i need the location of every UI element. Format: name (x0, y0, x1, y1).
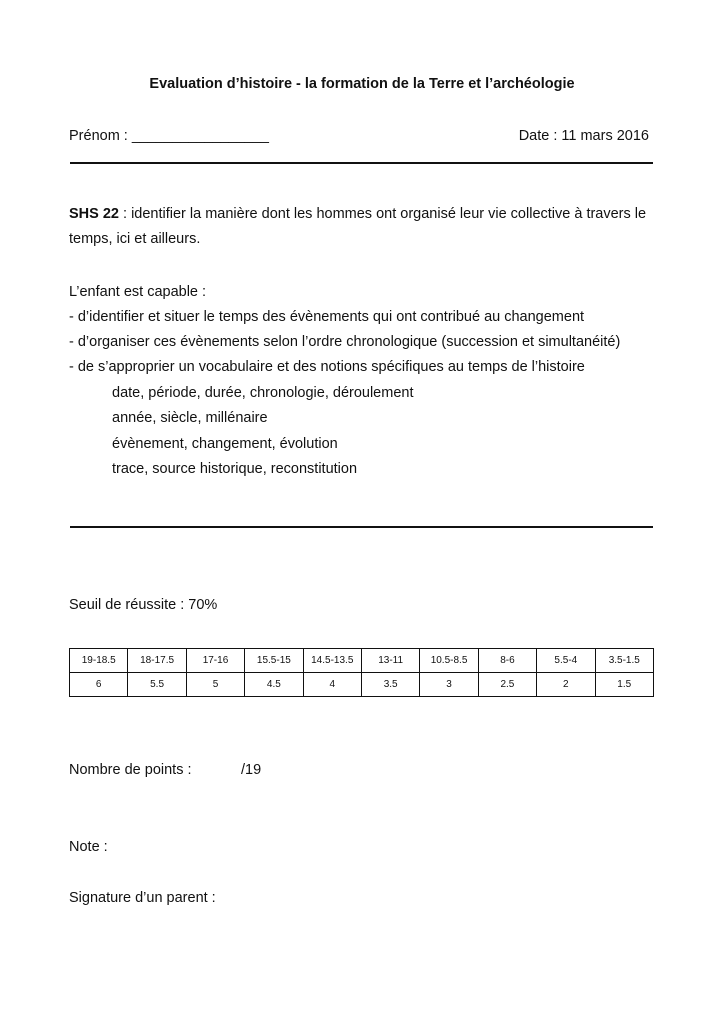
vocabulary-line: évènement, changement, évolution (112, 436, 338, 452)
points-cell: 5.5-4 (537, 649, 595, 673)
objective-line-2: temps, ici et ailleurs. (69, 231, 201, 247)
points-cell: 3.5-1.5 (595, 649, 653, 673)
grade-cell: 5 (186, 673, 244, 697)
grade-cell: 3.5 (361, 673, 419, 697)
points-cell: 17-16 (186, 649, 244, 673)
note-label: Note : (69, 839, 108, 855)
grade-cell: 3 (420, 673, 478, 697)
grade-cell: 4 (303, 673, 361, 697)
threshold-label: Seuil de réussite : 70% (69, 597, 218, 613)
points-label: Nombre de points : (69, 762, 192, 778)
objective-line-1 (69, 206, 646, 222)
grade-cell: 5.5 (128, 673, 186, 697)
points-cell: 13-11 (361, 649, 419, 673)
grade-cell: 4.5 (245, 673, 303, 697)
capability-item: - d’organiser ces évènements selon l’ordre chronologique (succession et simultanéité) (69, 334, 621, 350)
points-row (70, 649, 654, 673)
grade-cell: 6 (70, 673, 128, 697)
grades-row (70, 673, 654, 697)
prenom-field-label: Prénom : _________________ (69, 128, 269, 144)
middle-divider (70, 526, 653, 528)
points-total: /19 (241, 762, 262, 778)
signature-label: Signature d’un parent : (69, 890, 216, 906)
vocabulary-line: trace, source historique, reconstitution (112, 461, 358, 477)
vocabulary-line: date, période, durée, chronologie, déroulement (112, 385, 414, 401)
page-title: Evaluation d’histoire - la formation de la Terre et l’archéologie (149, 76, 575, 92)
grade-cell: 2 (537, 673, 595, 697)
grading-table (69, 648, 654, 697)
points-cell: 14.5-13.5 (303, 649, 361, 673)
date-label: Date : 11 mars 2016 (518, 128, 649, 144)
top-divider (70, 162, 653, 164)
grade-cell: 2.5 (478, 673, 536, 697)
objective-code: SHS 22 (69, 206, 119, 222)
points-cell: 18-17.5 (128, 649, 186, 673)
vocabulary-line: année, siècle, millénaire (112, 410, 268, 426)
points-cell: 15.5-15 (245, 649, 303, 673)
points-cell: 19-18.5 (70, 649, 128, 673)
objective-text: : identifier la manière dont les hommes ont organisé leur vie collective à travers le (118, 206, 647, 222)
capabilities-intro: L’enfant est capable : (69, 284, 207, 300)
points-cell: 8-6 (478, 649, 536, 673)
points-cell: 10.5-8.5 (420, 649, 478, 673)
capability-item: - de s’approprier un vocabulaire et des notions spécifiques au temps de l’histoire (69, 359, 585, 375)
capability-item: - d’identifier et situer le temps des évènements qui ont contribué au changement (69, 309, 585, 325)
grade-cell: 1.5 (595, 673, 653, 697)
